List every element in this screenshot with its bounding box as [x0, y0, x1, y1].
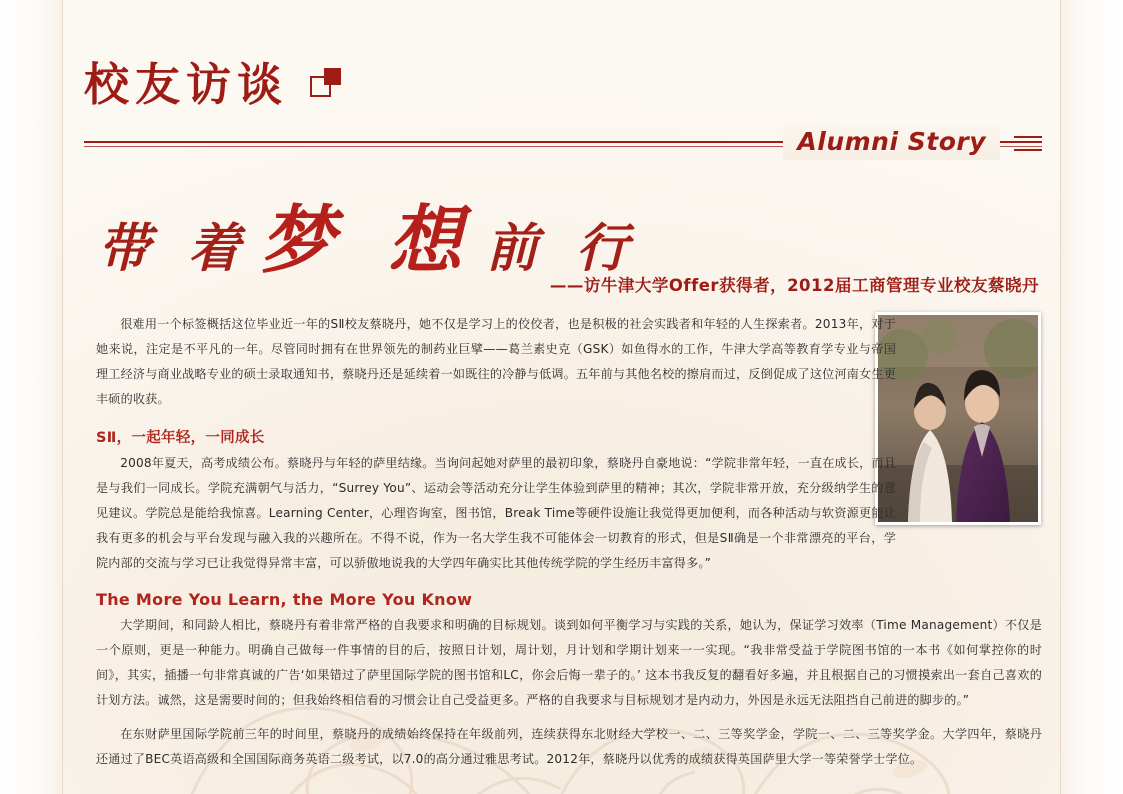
headline	[98, 182, 798, 284]
headline-subtitle: ——访牛津大学Offer获得者，2012届工商管理专业校友蔡晓丹	[549, 276, 1039, 295]
paragraph-3: 在东财萨里国际学院前三年的时间里，蔡晓丹的成绩始终保持在年级前列，连续获得东北财经大学校一、二、三等奖学金，学院一、二、三等奖学金。大学四年，蔡晓丹还通过了BEC英语高级和全国国际商务英语二级考试，以7.0的高分通过雅思考试。2012年，蔡晓丹以优秀的成绩获得英国萨里大学一等荣誉学士学位。	[96, 727, 1042, 766]
square-logo-icon	[310, 68, 344, 102]
paragraph-2: 大学期间，和同龄人相比，蔡晓丹有着非常严格的自我要求和明确的目标规划。谈到如何平衡学习与实践的关系，她认为，保证学习效率（Time Management）不仅是一个原则，更是一种能力。明确自己做每一件事情的目的后，按照日计划，周计划，月计划和学期计划来一一实现。“我非常受益于学院图书馆的一本书《如何掌控你的时间》，其实，插播一句非常真诚的广告‘如果错过了萨里国际学院的图书馆和LC，你会后悔一辈子的。’ 这本书我反复的翻看好多遍，并且根据自己的习惯摸索出一套自己喜欢的计划方法。诚然，这是需要时间的；但我始终相信看的习惯会让自己受益更多。严格的自我要求与目标规划才是内动力，外因是永远无法阻挡自己前进的脚步的。”	[96, 618, 1042, 707]
page-left-margin	[0, 0, 62, 794]
headline-part-2: 梦 想	[260, 198, 476, 284]
section-heading-1: SⅡ，一起年轻，一同成长	[96, 430, 265, 446]
page-title: 校友访谈	[84, 58, 289, 111]
left-margin-rule	[62, 0, 63, 794]
right-margin-rule	[1060, 0, 1061, 794]
section-heading-2: The More You Learn, the More You Know	[96, 590, 473, 609]
article-body	[96, 312, 1042, 781]
paragraph-1: 2008年夏天，高考成绩公布。蔡晓丹与年轻的萨里结缘。当询问起她对萨里的最初印象，蔡晓丹自豪地说：“学院非常年轻，一直在成长，而且是与我们一同成长。学院充满朝气与活力，“Surrey You”、运动会等活动充分让学生体验到萨里的精神；其次，学院非常开放，充分级纳学生的意见建议。学院总是能给我惊喜。Learning Center，心理咨询室，图书馆，Break Time等硬件设施让我觉得更加便利，而各种活动与软资源更能让我有更多的机会与平台发现与融入我的兴趣所在。不得不说，作为一名大学生我不可能体会一切教育的形式，但是SⅡ确是一个非常漂亮的平台，学院内部的交流与学习已让我觉得异常丰富，可以骄傲地说我的大学四年确实比其他传统学院的学生经历丰富得多。”	[96, 456, 896, 570]
rule-end-cap-icon	[1014, 136, 1042, 151]
headline-part-1: 带 着	[98, 218, 251, 279]
masthead-rule	[84, 124, 1042, 160]
headline-part-3: 前 行	[485, 218, 638, 279]
alumni-story-badge: Alumni Story	[783, 124, 1000, 160]
intro-paragraph: 很难用一个标签概括这位毕业近一年的SⅡ校友蔡晓丹，她不仅是学习上的佼佼者，也是积极的社会实践者和年轻的人生探索者。2013年，对于她来说，注定是不平凡的一年。尽管同时拥有在世界领先的制药业巨擘——葛兰素史克（GSK）如鱼得水的工作，牛津大学高等教育学专业与帝国理工经济与商业战略专业的硕士录取通知书，蔡晓丹还是延续着一如既往的冷静与低调。五年前与其他名校的擦肩而过，反倒促成了这位河南女生更丰硕的收获。	[96, 317, 896, 406]
masthead	[84, 58, 1039, 111]
page-right-margin	[1061, 0, 1123, 794]
